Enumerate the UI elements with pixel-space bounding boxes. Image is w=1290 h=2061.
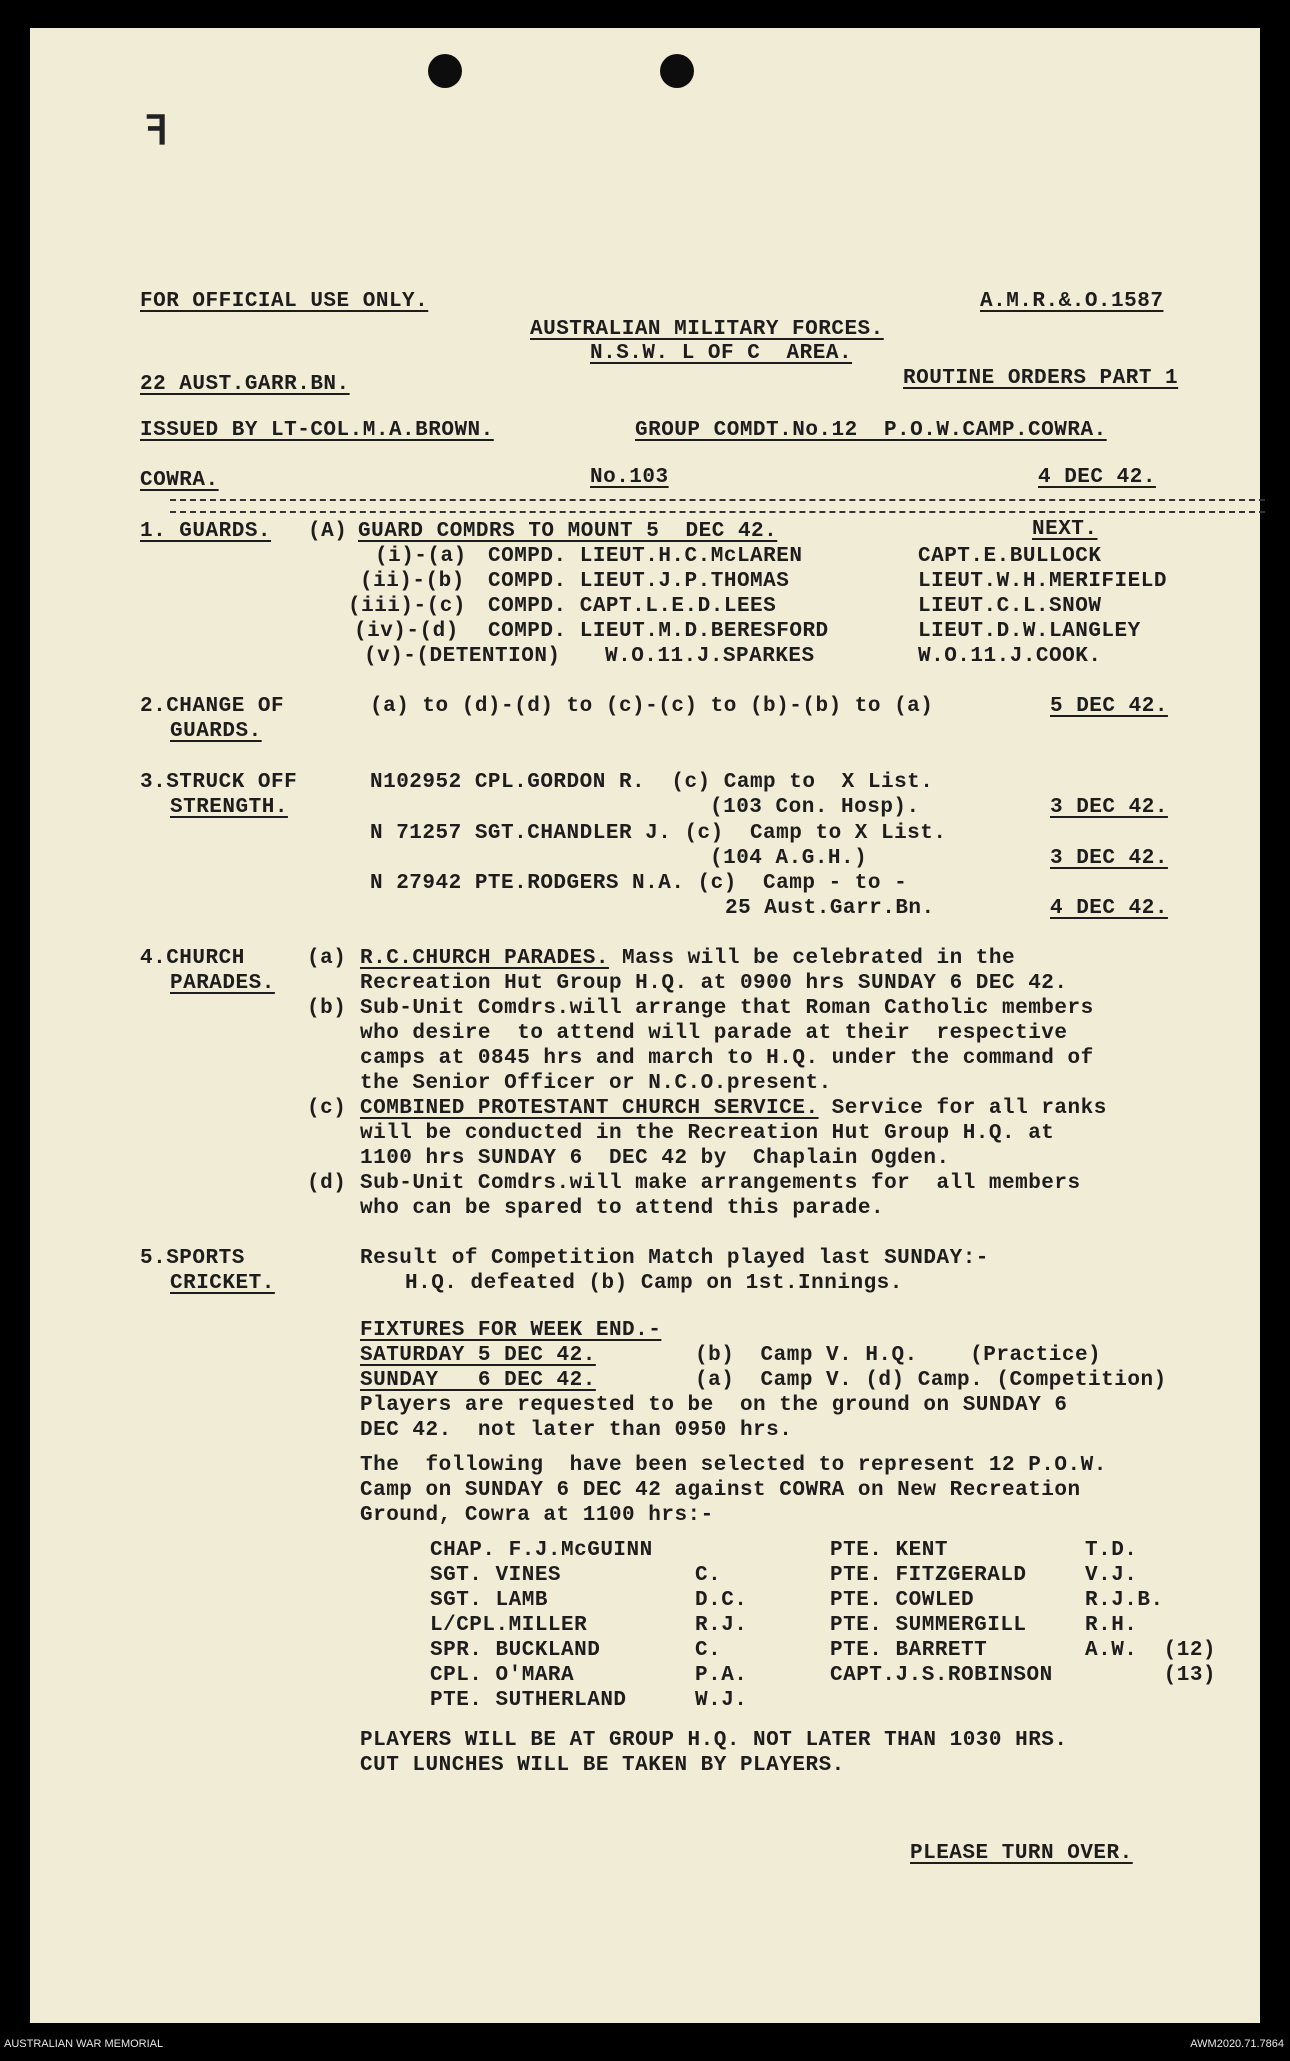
team-member-initials: R.H.	[1085, 1614, 1138, 1637]
guard-row-index: (iv)-(d)	[354, 620, 459, 643]
issued-by: ISSUED BY LT-COL.M.A.BROWN.	[140, 419, 494, 442]
guard-row-index: (v)-(DETENTION)	[364, 645, 561, 668]
team-member-name: L/CPL.MILLER	[430, 1614, 588, 1637]
team-member-initials: A.W. (12)	[1085, 1639, 1217, 1662]
guard-row-next: LIEUT.D.W.LANGLEY	[918, 620, 1141, 643]
team-member-initials: V.J.	[1085, 1564, 1138, 1587]
church-d-label: (d)	[307, 1172, 347, 1195]
church-b-label: (b)	[307, 997, 347, 1020]
punch-hole	[428, 54, 462, 88]
guard-row-index: (i)-(a)	[375, 545, 467, 568]
guard-row-text: COMPD. CAPT.L.E.D.LEES	[488, 595, 777, 618]
change-heading: 2.CHANGE OF	[140, 695, 285, 718]
sports-result: Result of Competition Match played last SUNDAY:-	[360, 1247, 989, 1270]
team-member-name: CPL. O'MARA	[430, 1664, 575, 1687]
team-member-initials: (13)	[1085, 1664, 1217, 1687]
team-member-name: CAPT.J.S.ROBINSON	[830, 1664, 1053, 1687]
guard-row-index: (ii)-(b)	[360, 570, 465, 593]
church-b-line: Sub-Unit Comdrs.will arrange that Roman Catholic members	[360, 997, 1094, 1020]
fixtures-title: FIXTURES FOR WEEK END.-	[360, 1319, 662, 1342]
church-c-label: (c)	[307, 1097, 347, 1120]
sports-result-2: H.Q. defeated (b) Camp on 1st.Innings.	[405, 1272, 903, 1295]
team-member-name: PTE. SUTHERLAND	[430, 1689, 627, 1712]
church-c-line1	[360, 1096, 1107, 1121]
church-d-line: who can be spared to attend this parade.	[360, 1197, 885, 1220]
team-member-name: SPR. BUCKLAND	[430, 1639, 601, 1662]
struck-row-line2: 25 Aust.Garr.Bn.	[725, 897, 935, 920]
selected-text: The following have been selected to represent 12 P.O.W.	[360, 1454, 1107, 1477]
fixture-day: SATURDAY 5 DEC 42.	[360, 1344, 596, 1367]
church-c-line: 1100 hrs SUNDAY 6 DEC 42 by Chaplain Ogden.	[360, 1147, 950, 1170]
fixture-detail: (b) Camp V. H.Q. (Practice)	[695, 1344, 1102, 1367]
team-member-name: PTE. COWLED	[830, 1589, 975, 1612]
guards-sub-label: (A)	[308, 520, 348, 543]
forces-title: AUSTRALIAN MILITARY FORCES.	[530, 318, 884, 341]
team-member-name: PTE. SUMMERGILL	[830, 1614, 1027, 1637]
struck-row-line2: (103 Con. Hosp).	[710, 796, 920, 819]
guard-row-text: COMPD. LIEUT.H.C.McLAREN	[488, 545, 803, 568]
church-a-line2: Recreation Hut Group H.Q. at 0900 hrs SUNDAY 6 DEC 42.	[360, 972, 1068, 995]
divider	[170, 499, 1265, 513]
archive-reference: AWM2020.71.7864	[1190, 2038, 1284, 2050]
team-member-initials: W.J.	[695, 1689, 748, 1712]
church-c-title: COMBINED PROTESTANT CHURCH SERVICE.	[360, 1097, 819, 1120]
closing-note: CUT LUNCHES WILL BE TAKEN BY PLAYERS.	[360, 1754, 845, 1777]
fixture-detail: (a) Camp V. (d) Camp. (Competition)	[695, 1369, 1167, 1392]
struck-row-line1: N 71257 SGT.CHANDLER J. (c) Camp to X List.	[370, 822, 947, 845]
struck-row-line2: (104 A.G.H.)	[710, 847, 868, 870]
official-use-label: FOR OFFICIAL USE ONLY.	[140, 290, 429, 313]
players-note: DEC 42. not later than 0950 hrs.	[360, 1419, 793, 1442]
routine-orders-title: ROUTINE ORDERS PART 1	[903, 367, 1179, 390]
team-member-initials: R.J.B.	[1085, 1589, 1164, 1612]
guards-subheading: GUARD COMDRS TO MOUNT 5 DEC 42.	[358, 520, 778, 543]
selected-text: Camp on SUNDAY 6 DEC 42 against COWRA on New Recreation	[360, 1479, 1081, 1502]
struck-heading: 3.STRUCK OFF	[140, 771, 298, 794]
struck-row-date: 3 DEC 42.	[1050, 796, 1168, 819]
struck-row-date: 3 DEC 42.	[1050, 847, 1168, 870]
ink-mark: ꟻ	[145, 112, 169, 157]
team-member-name: PTE. KENT	[830, 1539, 948, 1562]
guard-row-text: W.O.11.J.SPARKES	[605, 645, 815, 668]
guard-row-next: CAPT.E.BULLOCK	[918, 545, 1102, 568]
team-member-name: PTE. FITZGERALD	[830, 1564, 1027, 1587]
church-a-label: (a)	[307, 947, 347, 970]
team-member-name: PTE. BARRETT	[830, 1639, 988, 1662]
change-heading-2: GUARDS.	[170, 720, 262, 743]
team-member-name: SGT. VINES	[430, 1564, 562, 1587]
team-member-initials: P.A.	[695, 1664, 748, 1687]
church-c-line: will be conducted in the Recreation Hut Group H.Q. at	[360, 1122, 1055, 1145]
place: COWRA.	[140, 469, 219, 492]
struck-heading-2: STRENGTH.	[170, 796, 288, 819]
team-member-initials: D.C.	[695, 1589, 748, 1612]
unit-name: 22 AUST.GARR.BN.	[140, 373, 350, 396]
turn-over-note: PLEASE TURN OVER.	[910, 1842, 1133, 1865]
guards-heading: 1. GUARDS.	[140, 520, 272, 543]
church-d-line: Sub-Unit Comdrs.will make arrangements for all members	[360, 1172, 1081, 1195]
struck-row-date: 4 DEC 42.	[1050, 897, 1168, 920]
sports-heading-2: CRICKET.	[170, 1272, 275, 1295]
area-title: N.S.W. L OF C AREA.	[590, 342, 853, 365]
struck-row-line1: N 27942 PTE.RODGERS N.A. (c) Camp - to -	[370, 872, 908, 895]
change-rotation: (a) to (d)-(d) to (c)-(c) to (b)-(b) to (a)	[370, 695, 934, 718]
team-member-initials: T.D.	[1085, 1539, 1138, 1562]
church-b-line: the Senior Officer or N.C.O.present.	[360, 1072, 832, 1095]
guard-row-index: (iii)-(c)	[348, 595, 466, 618]
team-member-initials: C.	[695, 1564, 722, 1587]
team-member-initials: C.	[695, 1639, 722, 1662]
team-member-name: CHAP. F.J.McGUINN	[430, 1539, 653, 1562]
church-a-line1	[360, 946, 1015, 971]
team-member-initials: R.J.	[695, 1614, 748, 1637]
church-b-line: who desire to attend will parade at their respective	[360, 1022, 1068, 1045]
struck-row-line1: N102952 CPL.GORDON R. (c) Camp to X List.	[370, 771, 934, 794]
guard-row-next: LIEUT.W.H.MERIFIELD	[918, 570, 1167, 593]
archive-credit: AUSTRALIAN WAR MEMORIAL	[4, 2038, 164, 2050]
church-a-rest: Mass will be celebrated in the	[608, 947, 1016, 970]
church-b-line: camps at 0845 hrs and march to H.Q. under the command of	[360, 1047, 1094, 1070]
order-reference: A.M.R.&.O.1587	[980, 290, 1164, 313]
next-label: NEXT.	[1032, 518, 1098, 541]
group-commandant: GROUP COMDT.No.12 P.O.W.CAMP.COWRA.	[635, 419, 1107, 442]
church-heading-2: PARADES.	[170, 972, 275, 995]
fixture-day: SUNDAY 6 DEC 42.	[360, 1369, 596, 1392]
guard-row-text: COMPD. LIEUT.M.D.BERESFORD	[488, 620, 829, 643]
guard-row-next: LIEUT.C.L.SNOW	[918, 595, 1102, 618]
change-date: 5 DEC 42.	[1050, 695, 1168, 718]
selected-text: Ground, Cowra at 1100 hrs:-	[360, 1504, 714, 1527]
guard-row-next: W.O.11.J.COOK.	[918, 645, 1102, 668]
closing-note: PLAYERS WILL BE AT GROUP H.Q. NOT LATER THAN 1030 HRS.	[360, 1729, 1068, 1752]
team-member-name: SGT. LAMB	[430, 1589, 548, 1612]
punch-hole	[660, 54, 694, 88]
order-date: 4 DEC 42.	[1038, 466, 1156, 489]
document-page	[30, 28, 1260, 2023]
players-note: Players are requested to be on the ground on SUNDAY 6	[360, 1394, 1068, 1417]
church-a-title: R.C.CHURCH PARADES.	[360, 947, 609, 970]
sports-heading: 5.SPORTS	[140, 1247, 245, 1270]
order-number: No.103	[590, 466, 669, 489]
church-heading: 4.CHURCH	[140, 947, 245, 970]
guard-row-text: COMPD. LIEUT.J.P.THOMAS	[488, 570, 790, 593]
church-c-rest: Service for all ranks	[818, 1097, 1107, 1120]
